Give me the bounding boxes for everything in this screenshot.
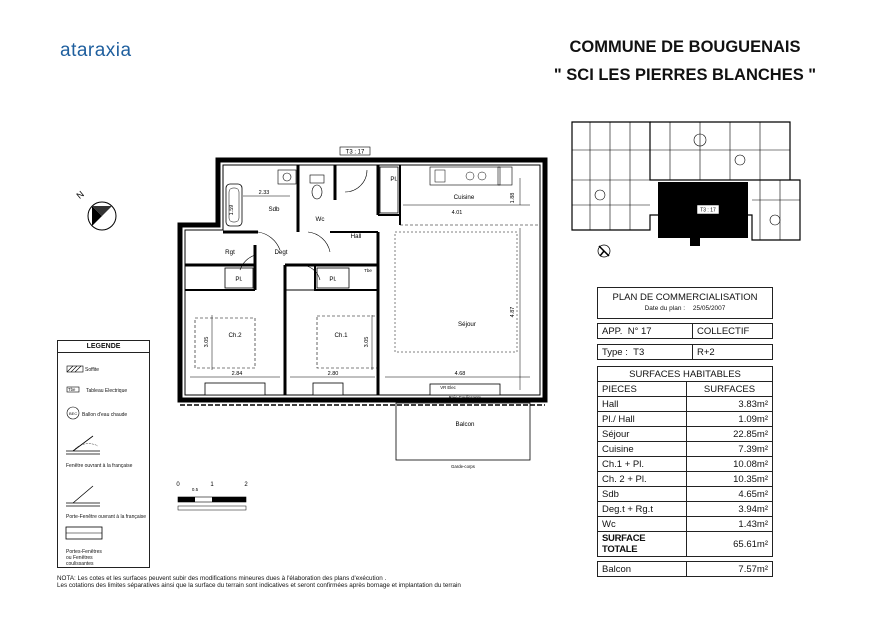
dim-2-33: 2.33 (258, 190, 270, 196)
date-label: Date du plan : (644, 305, 686, 312)
title-sci: " SCI LES PIERRES BLANCHES " (553, 66, 817, 84)
surface-row (598, 412, 773, 427)
apt-label: T3 : 17 (345, 149, 365, 156)
north-label: N (74, 188, 86, 201)
room-ch1: Ch.1 (334, 332, 348, 339)
room-pl-ch1: Pl. (329, 276, 337, 283)
surface-area: 10.08m² (687, 457, 773, 472)
surface-area: 7.39m² (687, 442, 773, 457)
dim-1-59: 1.59 (229, 204, 235, 216)
surface-row (598, 487, 773, 502)
dim-1-88: 1.88 (510, 192, 516, 204)
svg-text:0.5: 0.5 (191, 487, 199, 492)
svg-text:2: 2 (244, 482, 248, 488)
surface-row (598, 397, 773, 412)
room-hall: Hall (350, 233, 362, 240)
surface-row (598, 427, 773, 442)
scale-bar (176, 482, 248, 510)
dim-2-84: 2.84 (231, 371, 243, 377)
svg-text:1: 1 (210, 482, 214, 488)
ataraxia-logo: ataraxia (60, 40, 132, 61)
room-cuisine: Cuisine (453, 194, 475, 201)
surface-row (598, 472, 773, 487)
surface-room: Wc (598, 517, 687, 532)
surface-row (598, 442, 773, 457)
note-line2: Les cotations des limites séparatives ainsi que la surface du terrain sont indicatives et seront confirmées après bornage et implantation du terrain (57, 582, 461, 589)
balcon-table: Balcon 7.57m² (597, 561, 773, 577)
surfaces-title: SURFACES HABITABLES (598, 367, 773, 382)
surfaces-table: SURFACES HABITABLES PIECES SURFACES Hall 3.83m² Pl./ Hall 1.09m² Séjour 22.85m² Cuisine 7.39m² Ch.1 + Pl. 10.08m² Ch. 2 + Pl. 10.35m² Sdb 4.65m² Deg.t + Rg.t 3.94m² Wc 1.43m² SURFACE TOTALE 65.61m² (597, 366, 773, 557)
surface-area: 3.83m² (687, 397, 773, 412)
title-commune: COMMUNE DE BOUGUENAIS (569, 38, 801, 56)
room-rgt: Rgt (225, 249, 235, 256)
surface-area: 1.43m² (687, 517, 773, 532)
surface-room: Pl./ Hall (598, 412, 687, 427)
vr-elec-label: VR Elec (440, 385, 456, 390)
surface-row (598, 517, 773, 532)
surface-room: Ch.1 + Pl. (598, 457, 687, 472)
room-sdb: Sdb (268, 206, 280, 213)
svg-text:0: 0 (176, 482, 180, 488)
room-pl-hall: Pl. (390, 176, 398, 183)
room-balcon: Balcon (455, 421, 475, 428)
commercial-title: PLAN DE COMMERCIALISATION (612, 292, 758, 303)
type-table: Type : T3 R+2 (597, 344, 773, 360)
dim-4-68: 4.68 (454, 371, 466, 377)
dim-4-01: 4.01 (451, 210, 463, 216)
surface-room: Cuisine (598, 442, 687, 457)
dim-2-80: 2.80 (327, 371, 339, 377)
commercial-box (597, 287, 773, 319)
room-sejour: Séjour (458, 321, 476, 328)
total-value: 65.61m² (687, 532, 773, 557)
baie-label: Baie Coulissante (448, 395, 482, 400)
surface-room: Hall (598, 397, 687, 412)
dim-3-05-a: 3.05 (204, 336, 210, 348)
date-value: 25/05/2007 (692, 305, 726, 312)
surface-row (598, 457, 773, 472)
dim-4-87: 4.87 (510, 306, 516, 318)
apartment-table: APP. N° 17 COLLECTIF (597, 323, 773, 339)
surface-area: 4.65m² (687, 487, 773, 502)
surface-room: Sdb (598, 487, 687, 502)
surface-room: Séjour (598, 427, 687, 442)
north-arrow (74, 189, 116, 230)
site-plan-label: T3 : 17 (700, 207, 716, 214)
surface-area: 22.85m² (687, 427, 773, 442)
total-label: SURFACE TOTALE (598, 532, 687, 557)
legend-title: LEGENDE (58, 341, 149, 353)
room-wc: Wc (315, 216, 325, 223)
dim-3-05-b: 3.05 (364, 336, 370, 348)
surface-room: Deg.t + Rg.t (598, 502, 687, 517)
room-ch2: Ch.2 (228, 332, 242, 339)
tbe-label: Tbe (364, 268, 372, 273)
surface-area: 10.35m² (687, 472, 773, 487)
surface-row (598, 502, 773, 517)
garde-corps-label: Garde-corps (451, 464, 475, 469)
surface-area: 1.09m² (687, 412, 773, 427)
room-degt: Degt (274, 249, 288, 256)
surface-area: 3.94m² (687, 502, 773, 517)
surface-room: Ch. 2 + Pl. (598, 472, 687, 487)
note-line1: NOTA: Les cotes et les surfaces peuvent subir des modifications mineures dues à l'élaboration des plans d'exécution . (57, 575, 387, 582)
legend: LEGENDE Soffite Tbe Tableau Electrique BEC Ballon d'eau chaude Fenêtre ouvrant à la française Porte-Fenêtre ouvrant à la française Portes-Fenêtres ou Fenêtres coulissantes (57, 340, 150, 568)
site-plan (570, 120, 800, 257)
room-pl-ch2: Pl. (235, 276, 243, 283)
